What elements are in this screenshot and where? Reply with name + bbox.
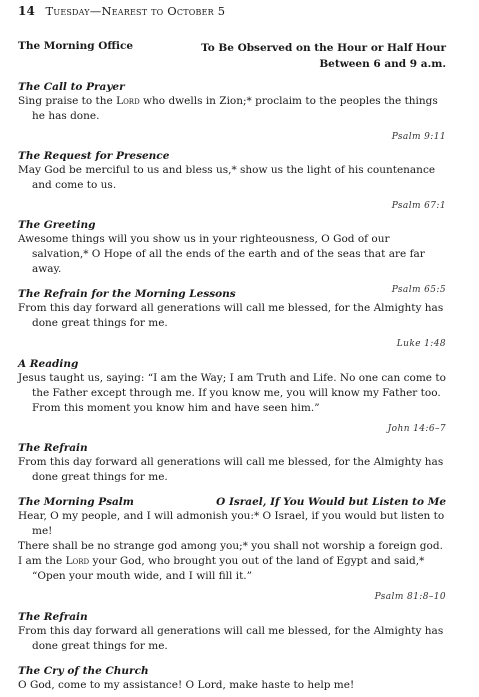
office-title: The Morning Office xyxy=(18,40,134,52)
section-refrain-morning-lessons xyxy=(18,287,446,351)
section-morning-psalm xyxy=(18,495,446,604)
section-cry-of-the-church xyxy=(18,664,446,693)
section-greeting xyxy=(18,218,446,297)
section-title: The Call to Prayer xyxy=(18,81,125,93)
section-citation: John 14:6–7 xyxy=(387,424,446,434)
section-title: The Greeting xyxy=(18,219,96,231)
lord-small-caps: Lord xyxy=(116,95,140,107)
section-request-for-presence xyxy=(18,149,446,213)
section-text: May God be merciful to us and bless us,* show us the light of his countenance and come to us. xyxy=(18,164,436,191)
running-title: Tuesday—Nearest to October 5 xyxy=(45,4,226,18)
section-title: The Cry of the Church xyxy=(18,665,149,677)
page-number: 14 xyxy=(18,4,36,18)
section-citation: Psalm 67:1 xyxy=(391,201,446,211)
section-text xyxy=(18,94,446,124)
text-part: Sing praise to the xyxy=(18,95,117,107)
section-text: Awesome things will you show us in your righteousness, O God of our salvation,* O Hope of all the ends of the earth and of the seas that are far away. xyxy=(18,233,425,275)
section-title: The Morning Psalm xyxy=(18,496,134,508)
office-timing-line1: To Be Observed on the Hour or Half Hour xyxy=(201,42,446,54)
section-refrain xyxy=(18,610,446,654)
section-text: From this day forward all generations will call me blessed, for the Almighty has done great things for me. xyxy=(18,456,444,483)
section-title: The Refrain xyxy=(18,442,88,454)
section-refrain xyxy=(18,441,446,485)
section-title: The Request for Presence xyxy=(18,150,170,162)
text-part: I am the xyxy=(18,555,66,567)
psalm-verse xyxy=(18,554,446,584)
section-citation: Psalm 65:5 xyxy=(391,285,446,295)
section-reading xyxy=(18,357,446,436)
section-title: A Reading xyxy=(18,358,79,370)
section-text: O God, come to my assistance! O Lord, make haste to help me! xyxy=(18,679,355,691)
office-timing xyxy=(201,40,446,72)
lord-small-caps: Lord xyxy=(65,555,90,567)
section-call-to-prayer xyxy=(18,80,446,144)
section-citation: Psalm 9:11 xyxy=(391,132,446,142)
psalm-verse: There shall be no strange god among you;* you shall not worship a foreign god. xyxy=(18,540,443,552)
section-title: The Refrain xyxy=(18,611,88,623)
section-text: Jesus taught us, saying: “I am the Way; I am Truth and Life. No one can come to the Father except through me. If you know me, you will know my Father too. From this moment you know him and have seen him.” xyxy=(18,372,446,414)
section-text: From this day forward all generations will call me blessed, for the Almighty has done great things for me. xyxy=(18,302,444,329)
section-citation: Luke 1:48 xyxy=(396,339,446,349)
section-title: The Refrain for the Morning Lessons xyxy=(18,288,236,300)
section-citation: Psalm 81:8–10 xyxy=(374,592,446,602)
running-header xyxy=(18,4,225,18)
text-part: who dwells in Zion;* proclaim to the peoples the things he has done. xyxy=(32,95,438,122)
psalm-verse: Hear, O my people, and I will admonish you:* O Israel, if you would but listen to me! xyxy=(18,510,445,537)
office-timing-line2: Between 6 and 9 a.m. xyxy=(319,58,446,70)
text-part: your God, who brought you out of the land of Egypt and said,* “Open your mouth wide, and I will fill it.” xyxy=(32,555,425,582)
section-subtitle: O Israel, If You Would but Listen to Me xyxy=(216,496,446,508)
section-text: From this day forward all generations will call me blessed, for the Almighty has done great things for me. xyxy=(18,625,444,652)
section-title-row xyxy=(18,495,446,509)
